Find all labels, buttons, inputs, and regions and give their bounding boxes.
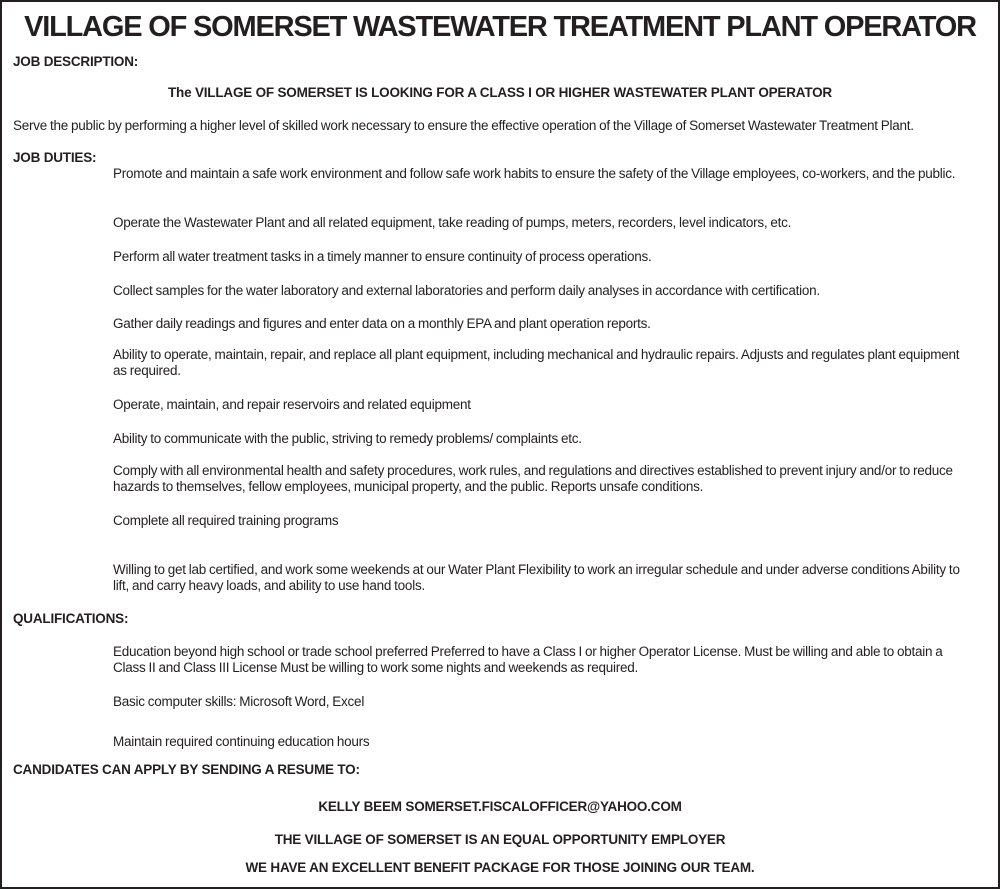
duty-item: Collect samples for the water laboratory and external laboratories and perform daily analyses in accordance with certification.: [113, 283, 820, 298]
announcement: The VILLAGE OF SOMERSET IS LOOKING FOR A CLASS I OR HIGHER WASTEWATER PLANT OPERATOR: [168, 85, 832, 100]
duty-item: Complete all required training programs: [113, 513, 339, 528]
duty-item: Comply with all environmental health and safety procedures, work rules, and regulations and directives established to prevent injury and/or to reduce hazards to themselves, fellow employees, municipal property, and the public. Reports unsafe conditions.: [113, 463, 953, 494]
duty-item: Operate the Wastewater Plant and all related equipment, take reading of pumps, meters, recorders, level indicators, etc.: [113, 215, 792, 230]
posting-title: VILLAGE OF SOMERSET WASTEWATER TREATMENT PLANT OPERATOR: [24, 11, 976, 43]
benefits-statement: WE HAVE AN EXCELLENT BENEFIT PACKAGE FOR THOSE JOINING OUR TEAM.: [245, 860, 755, 875]
equal-opportunity-statement: THE VILLAGE OF SOMERSET IS AN EQUAL OPPORTUNITY EMPLOYER: [274, 832, 726, 847]
qualifications-heading: QUALIFICATIONS:: [13, 611, 129, 626]
duty-item: Ability to operate, maintain, repair, and replace all plant equipment, including mechanical and hydraulic repairs. Adjusts and regulates plant equipment as required.: [113, 347, 960, 378]
duty-item: Promote and maintain a safe work environment and follow safe work habits to ensure the safety of the Village employees, co-workers, and the public.: [113, 166, 956, 181]
job-duties-heading: JOB DUTIES:: [13, 150, 97, 165]
duty-item: Willing to get lab certified, and work some weekends at our Water Plant Flexibility to work an irregular schedule and under adverse conditions Ability to lift, and carry heavy loads, and ability to use hand tools.: [113, 562, 960, 593]
duty-item: Gather daily readings and figures and enter data on a monthly EPA and plant operation reports.: [113, 316, 651, 331]
apply-heading: CANDIDATES CAN APPLY BY SENDING A RESUME TO:: [13, 762, 360, 777]
intro-text: Serve the public by performing a higher level of skilled work necessary to ensure the effective operation of the Village of Somerset Wastewater Treatment Plant.: [13, 118, 914, 133]
job-description-heading: JOB DESCRIPTION:: [13, 54, 139, 69]
qualification-item: Education beyond high school or trade school preferred Preferred to have a Class I or higher Operator License. Must be willing and able to obtain a Class II and Class III License Must be willing to work some nights and weekends as required.: [113, 644, 943, 675]
qualification-item: Maintain required continuing education hours: [113, 734, 370, 749]
qualification-item: Basic computer skills: Microsoft Word, Excel: [113, 694, 365, 709]
duty-item: Ability to communicate with the public, striving to remedy problems/ complaints etc.: [113, 431, 582, 446]
duty-item: Operate, maintain, and repair reservoirs and related equipment: [113, 397, 471, 412]
duty-item: Perform all water treatment tasks in a timely manner to ensure continuity of process operations.: [113, 249, 652, 264]
contact-email: KELLY BEEM SOMERSET.FISCALOFFICER@YAHOO.COM: [318, 799, 682, 814]
